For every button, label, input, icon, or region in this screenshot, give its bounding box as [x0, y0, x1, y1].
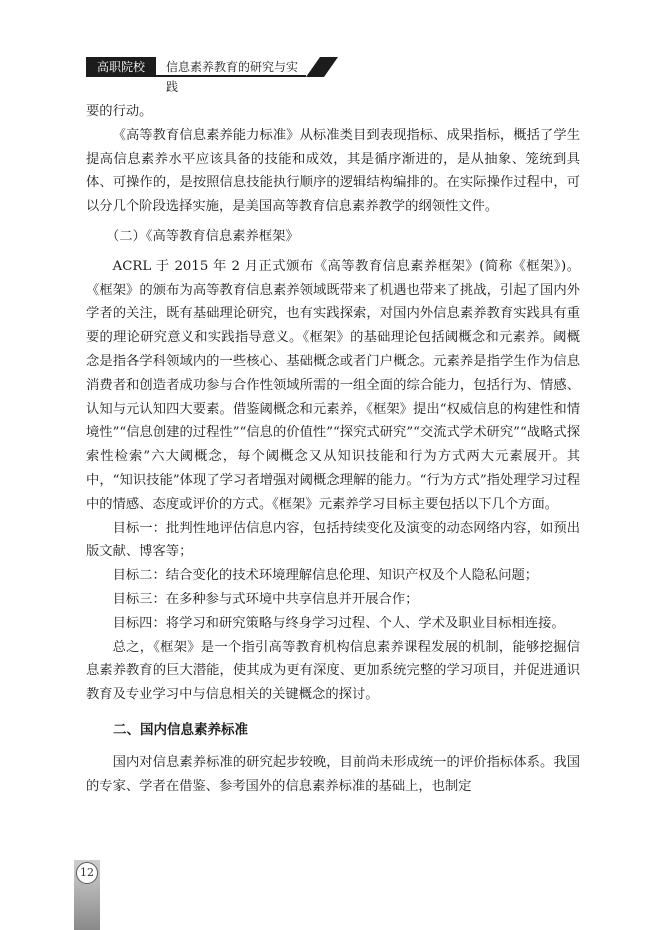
running-header: [86, 57, 338, 94]
goal-item-3: 目标三：在多种参与式环境中共享信息并开展合作；: [112, 591, 419, 607]
goal-item-2: 目标二：结合变化的技术环境理解信息伦理、知识产权及个人隐私问题；: [112, 568, 539, 584]
goal-item-1: 目标一：批判性地评估信息内容，包括持续变化及演变的动态网络内容，如预出版文献、博客等；: [86, 520, 580, 560]
paragraph-framework: ACRL 于 2015 年 2 月正式颁布《高等教育信息素养框架》(简称《框架》)。《框架》的颁布为高等教育信息素养领域既带来了机遇也带来了挑战，引起了国内外学者的关注，既有基础理论研究，也有实践探索，对国内外信息素养教育实践具有重要的理论研究意义和实践指导意义。《框架》的基础理论包括阈概念和元素养。阈概念是指各学科领域内的一些核心、基础概念或者门户概念。元素养是指学生作为信息消费者和创造者成功参与合作性领域所需的一组全面的综合能力，包括行为、情感、认知与元认知四大要素。借鉴阈概念和元素养，《框架》提出“权威信息的构建性和情境性”“信息创建的过程性”“信息的价值性”“探究式研究”“交流式学术研究”“战略式探索性检索”六大阈概念，每个阈概念又从知识技能和行为方式两大元素展开。其中，“知识技能”体现了学习者增强对阈概念理解的能力。“行为方式”指处理学习过程中的情感、态度或评价的方式。《框架》元素养学习目标主要包括以下几个方面。: [86, 258, 580, 512]
header-decoration: [306, 57, 338, 77]
goal-item-4: 目标四：将学习和研究策略与终身学习过程、个人、学术及职业目标相连接。: [112, 615, 565, 631]
paragraph-summary: 总之，《框架》是一个指引高等教育机构信息素养课程发展的机制，能够挖掘信息素养教育的巨大潜能，使其成为更有深度、更加系统完整的学习项目，并促进通识教育及专业学习中与信息相关的关键概念的探讨。: [86, 639, 580, 703]
header-tag: 高职院校: [86, 57, 156, 77]
section-heading: 二、国内信息素养标准: [113, 721, 248, 738]
paragraph-standards: 《高等教育信息素养能力标准》从标准类目到表现指标、成果指标，概括了学生提高信息素养水平应该具备的技能和成效，其是循序渐进的，是从抽象、笼统到具体、可操作的，是按照信息技能执行顺序的逻辑结构编排的。在实际操作过程中，可以分几个阶段选择实施，是美国高等教育信息素养教学的纲领性文件。: [86, 127, 580, 215]
subsection-heading: （二）《高等教育信息素养框架》: [105, 228, 299, 244]
paragraph-continuation: 要的行动。: [86, 104, 153, 119]
page-number: 12: [76, 862, 98, 884]
paragraph-domestic: 国内对信息素养标准的研究起步较晚，目前尚未形成统一的评价指标体系。我国的专家、学者在借鉴、参考国外的信息素养标准的基础上，也制定: [86, 754, 580, 794]
page-body: [86, 100, 580, 798]
header-title: 信息素养教育的研究与实践: [156, 57, 306, 77]
